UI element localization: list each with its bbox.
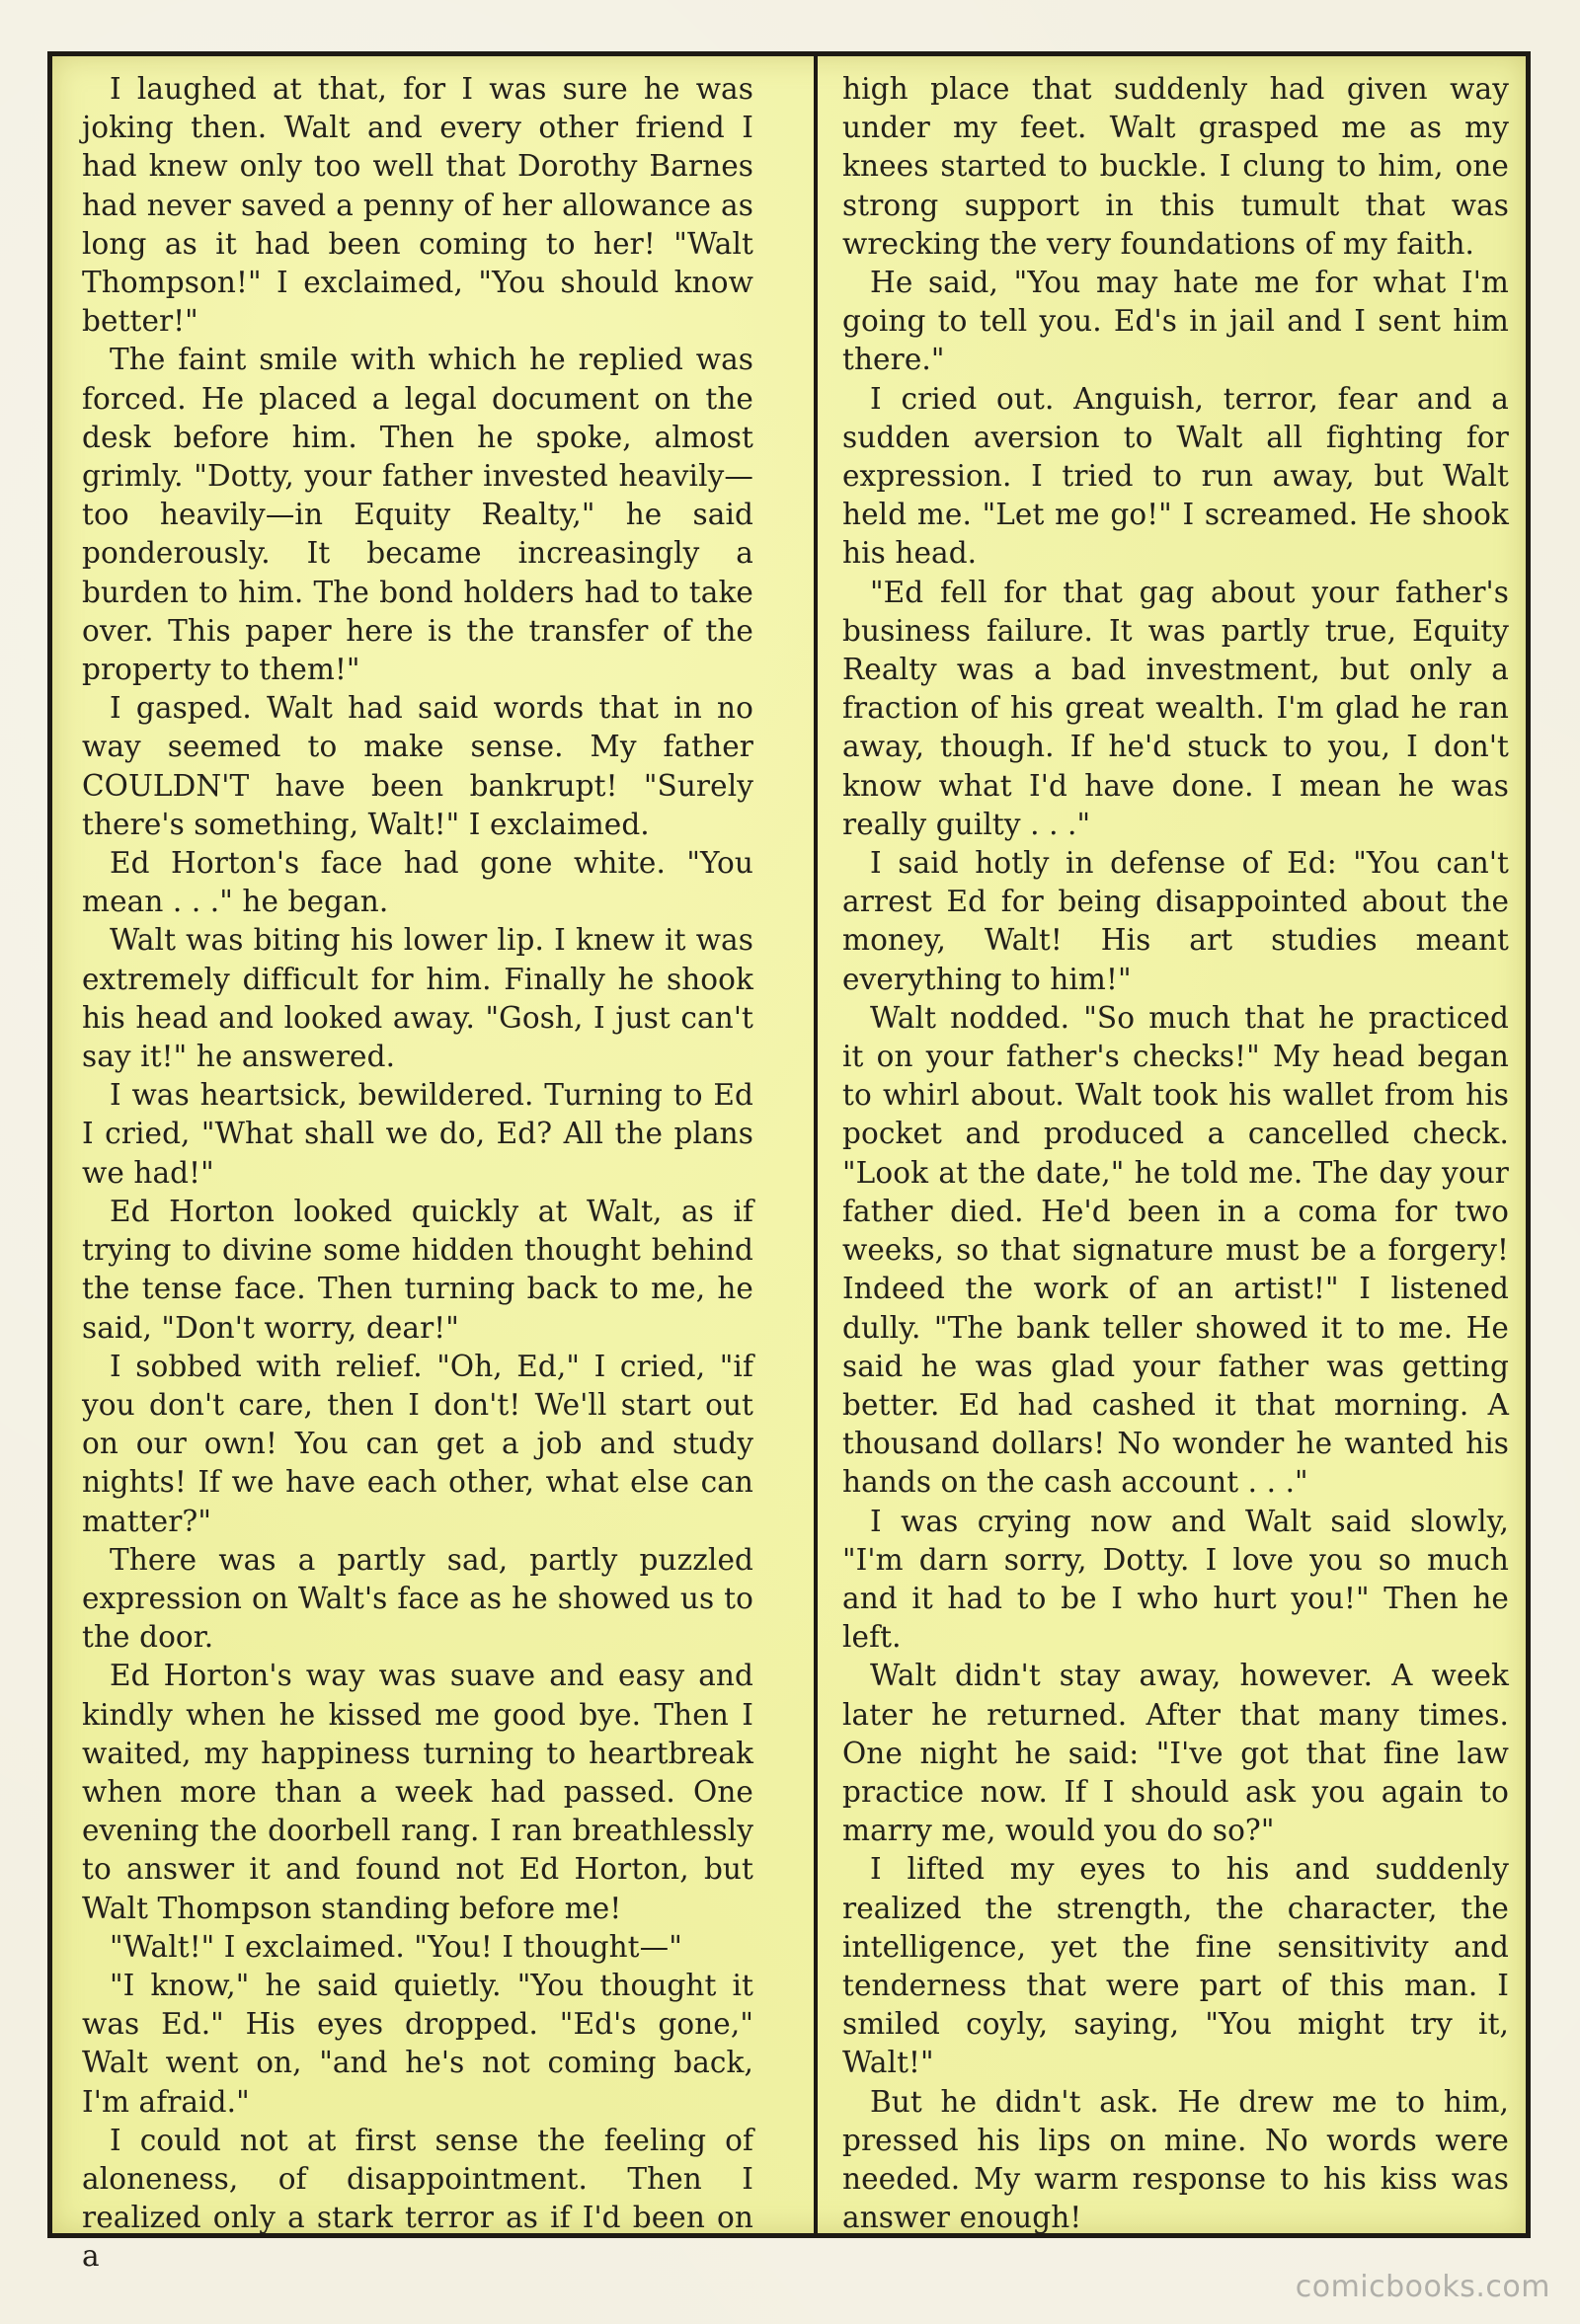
paragraph: I gasped. Walt had said words that in no way seemed to make sense. My father COULDN'T have been bankrupt! "Surely there's something, Walt!" I exclaimed.	[82, 691, 753, 841]
paragraph: I was heartsick, bewildered. Turning to Ed I cried, "What shall we do, Ed? All the plans we had!"	[82, 1078, 753, 1190]
paragraph: The faint smile with which he replied was forced. He placed a legal document on the desk before him. Then he spoke, almost grimly. "Dotty, your father invested heavily—too heavily—in Equity Realty," he said ponderously. It became increasingly a burden to him. The bond holders had to take over. This paper here is the transfer of the property to them!"	[82, 343, 753, 687]
paragraph: I sobbed with relief. "Oh, Ed," I cried, "if you don't care, then I don't! We'll start out on our own! You can get a job and study nights! If we have each other, what else can matter?"	[82, 1349, 753, 1538]
paragraph: I was crying now and Walt said slowly, "I'm darn sorry, Dotty. I love you so much and it had to be I who hurt you!" Then he left.	[842, 1504, 1509, 1655]
paragraph: Walt was biting his lower lip. I knew it was extremely difficult for him. Finally he shook his head and looked away. "Gosh, I just can't say it!" he answered.	[82, 923, 753, 1074]
paragraph: Walt nodded. "So much that he practiced it on your father's checks!" My head began to whirl about. Walt took his wallet from his pocket and produced a cancelled check. "Look at the date," he told me. The day your father died. He'd been in a coma for two weeks, so that signature must be a forgery! Indeed the work of an artist!" I listened dully. "The bank teller showed it to me. He said he was glad your father was getting better. Ed had cashed it that morning. A thousand dollars! No wonder he wanted his hands on the cash account . . ."	[842, 1000, 1509, 1500]
paragraph: high place that suddenly had given way under my feet. Walt grasped me as my knees started to buckle. I clung to him, one strong support in this tumult that was wrecking the very foundations of my faith.	[842, 72, 1509, 261]
paragraph: "Walt!" I exclaimed. "You! I thought—"	[110, 1929, 682, 1964]
paragraph: "I know," he said quietly. "You thought it was Ed." His eyes dropped. "Ed's gone," Walt went on, "and he's not coming back, I'm afraid."	[82, 1968, 753, 2119]
paragraph: "Ed fell for that gag about your father's business failure. It was partly true, Equity Realty was a bad investment, but only a fraction of his great wealth. I'm glad he ran away, though. If he'd stuck to you, I don't know what I'd have done. I mean he was really guilty . . ."	[842, 575, 1509, 841]
paragraph: I said hotly in defense of Ed: "You can't arrest Ed for being disappointed about the money, Walt! His art studies meant everything to him!"	[842, 846, 1509, 996]
paragraph: Walt didn't stay away, however. A week later he returned. After that many times. One night he said: "I've got that fine law practice now. If I should ask you again to marry me, would you do so?"	[842, 1659, 1509, 1848]
column-divider	[814, 56, 818, 2233]
left-text-column	[82, 70, 753, 2277]
paragraph: I laughed at that, for I was sure he was joking then. Walt and every other friend I had knew only too well that Dorothy Barnes had never saved a penny of her allowance as long as it had been coming to her! "Walt Thompson!" I exclaimed, "You should know better!"	[82, 72, 753, 339]
paragraph: Ed Horton's face had gone white. "You mean . . ." he began.	[82, 846, 753, 919]
paragraph: Ed Horton looked quickly at Walt, as if trying to divine some hidden thought behind the tense face. Then turning back to me, he said, "Don't worry, dear!"	[82, 1194, 753, 1345]
story-text-panel	[47, 51, 1531, 2274]
paragraph: Ed Horton's way was suave and easy and kindly when he kissed me good bye. Then I waited, my happiness turning to heartbreak when more than a week had passed. One evening the doorbell rang. I ran breathlessly to answer it and found not Ed Horton, but Walt Thompson standing before me!	[82, 1659, 753, 1925]
paragraph: I lifted my eyes to his and suddenly realized the strength, the character, the intelligence, yet the fine sensitivity and tenderness that were part of this man. I smiled coyly, saying, "You might try it, Walt!"	[842, 1852, 1509, 2080]
paragraph: He said, "You may hate me for what I'm going to tell you. Ed's in jail and I sent him there."	[842, 266, 1509, 377]
right-text-column	[842, 70, 1509, 2237]
paragraph: I could not at first sense the feeling of aloneness, of disappointment. Then I realized only a stark terror as if I'd been on a	[82, 2123, 753, 2274]
site-watermark: comicbooks.com	[1295, 2270, 1550, 2304]
paragraph: But he didn't ask. He drew me to him, pressed his lips on mine. No words were needed. My warm response to his kiss was answer enough!	[842, 2084, 1509, 2235]
paragraph: There was a partly sad, partly puzzled expression on Walt's face as he showed us to the door.	[82, 1542, 753, 1655]
paragraph: I cried out. Anguish, terror, fear and a sudden aversion to Walt all fighting for expression. I tried to run away, but Walt held me. "Let me go!" I screamed. He shook his head.	[842, 381, 1509, 571]
